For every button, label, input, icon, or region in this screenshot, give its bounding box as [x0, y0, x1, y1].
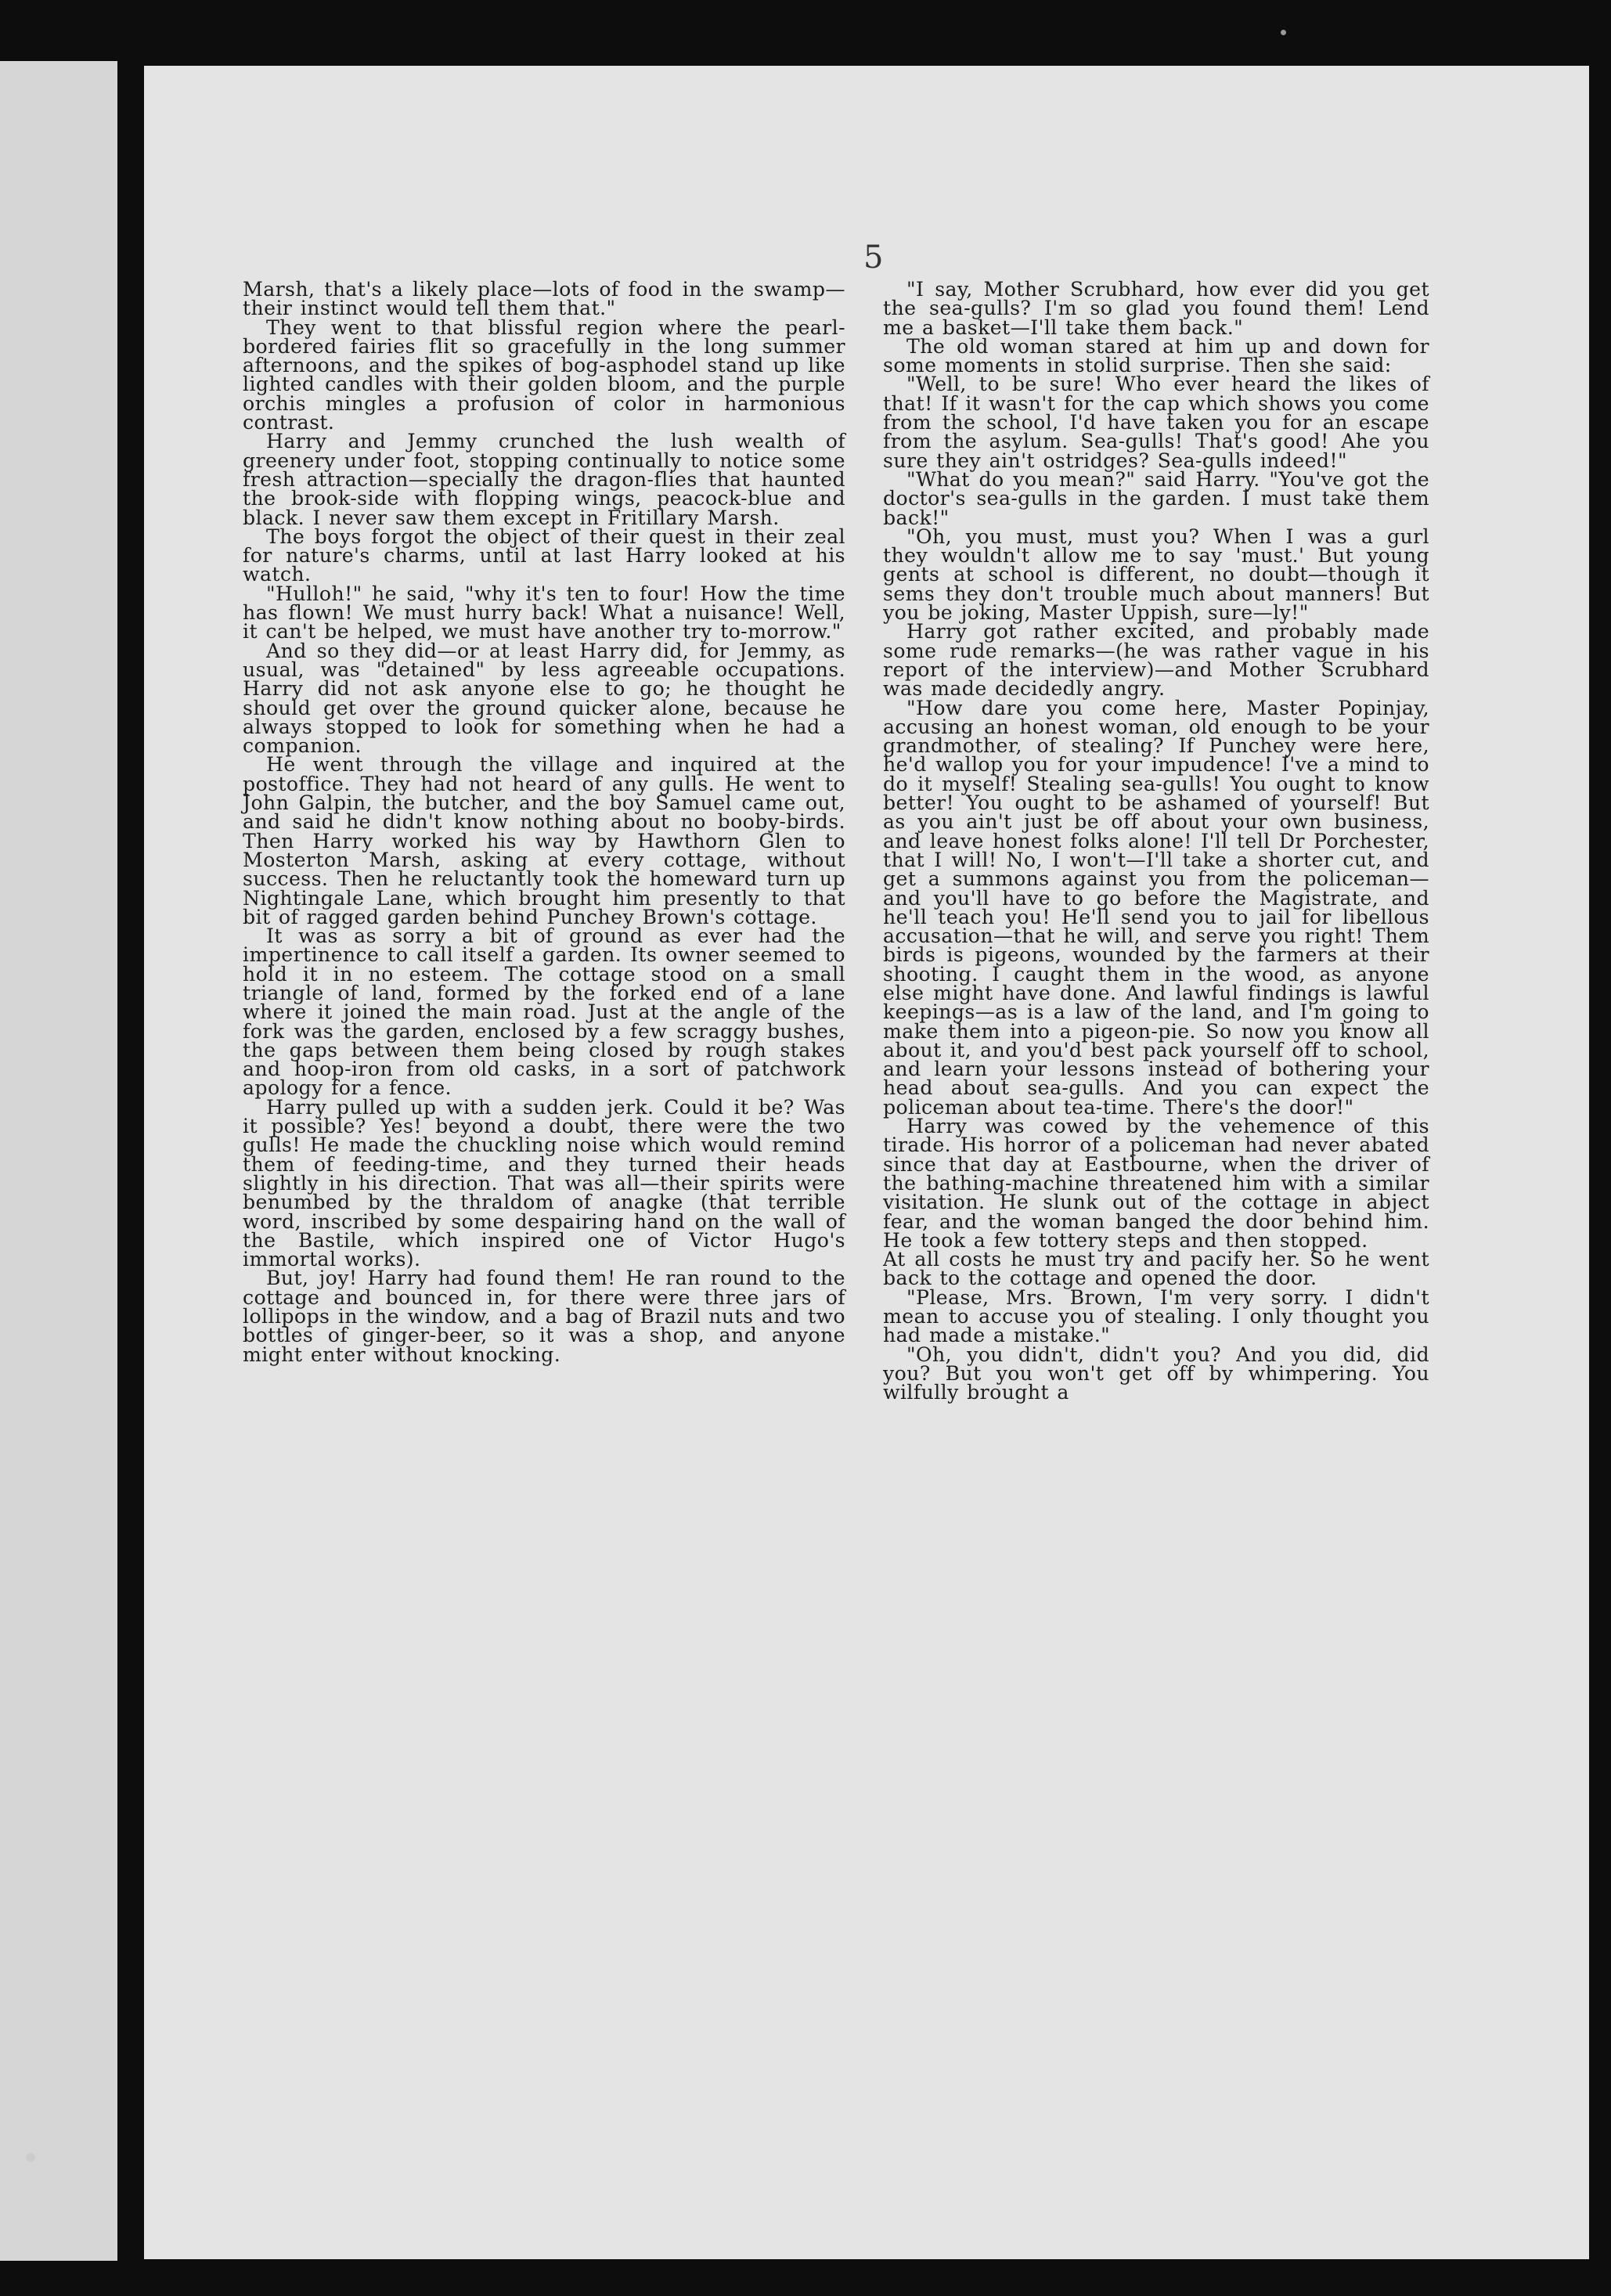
left-text-column	[243, 280, 845, 1364]
paragraph: He went through the village and inquired at the postoffice. They had not heard of any gulls. He went to John Galpin, the butcher, and the boy Samuel came out, and said he didn't know nothing about no booby-birds. Then Harry worked his way by Hawthorn Glen to Mosterton Marsh, asking at every cottage, without success. Then he reluctantly took the homeward turn up Nightingale Lane, which brought him presently to that bit of ragged garden behind Punchey Brown's cottage.	[243, 753, 845, 928]
dust-speck	[1281, 30, 1286, 35]
paragraph: It was as sorry a bit of ground as ever had the impertinence to call itself a garden. Its owner seemed to hold it in no esteem. The cottage stood on a small triangle of land, formed by the forked end of a lane where it joined the main road. Just at the angle of the fork was the garden, enclosed by a few scraggy bushes, the gaps between them being closed by rough stakes and hoop-iron from old casks, in a sort of patchwork apology for a fence.	[243, 925, 845, 1100]
dust-speck	[26, 2153, 35, 2162]
paragraph: "Oh, you didn't, didn't you? And you did, did you? But you won't get off by whimpering. You wilfully brought a	[883, 1343, 1429, 1404]
paragraph: "Please, Mrs. Brown, I'm very sorry. I didn't mean to accuse you of stealing. I only thought you had made a mistake."	[883, 1285, 1429, 1347]
paragraph: "Hulloh!" he said, "why it's ten to four! How the time has flown! We must hurry back! What a nuisance! Well, it can't be helped, we must have another try to-morrow."	[243, 582, 845, 643]
paragraph: Harry got rather excited, and probably made some rude remarks—(he was rather vague in his report of the interview)—and Mother Scrubhard was made decidedly angry.	[883, 620, 1429, 701]
paragraph: Harry pulled up with a sudden jerk. Could it be? Was it possible? Yes! beyond a doubt, there were the two gulls! He made the chuckling noise which would remind them of feeding-time, and they turned their heads slightly in his direction. That was all—their spirits were benumbed by the thraldom of anagke (that terrible word, inscribed by some despairing hand on the wall of the Bastile, which inspired one of Victor Hugo's immortal works).	[243, 1095, 845, 1271]
paragraph: "Well, to be sure! Who ever heard the likes of that! If it wasn't for the cap which shows you come from the school, I'd have taken you for an escape from the asylum. Sea-gulls! That's good! Ahe you sure they ain't ostridges? Sea-gulls indeed!"	[883, 373, 1429, 472]
paragraph: They went to that blissful region where the pearl-bordered fairies flit so gracefully in the long summer afternoons, and the spikes of bog-asphodel stand up like lighted candles with their golden bloom, and the purple orchis mingles a profusion of color in harmonious contrast.	[243, 315, 845, 434]
paragraph: And so they did—or at least Harry did, for Jemmy, as usual, was "detained" by less agreeable occupations. Harry did not ask anyone else to go; he thought he should get over the ground quicker alone, because he always stopped to look for something when he had a companion.	[243, 639, 845, 758]
paragraph: The old woman stared at him up and down for some moments in stolid surprise. Then she said:	[883, 334, 1429, 377]
paragraph: Harry was cowed by the vehemence of this tirade. His horror of a policeman had never abated since that day at Eastbourne, when the driver of the bathing-machine threatened him with a similar visitation. He slunk out of the cottage in abject fear, and the woman banged the door behind him. He took a few tottery steps and then stopped.	[883, 1115, 1429, 1252]
paragraph: But, joy! Harry had found them! He ran round to the cottage and bounced in, for there were three jars of lollipops in the window, and a bag of Brazil nuts and two bottles of ginger-beer, so it was a shop, and anyone might enter without knocking.	[243, 1267, 845, 1366]
paragraph: "How dare you come here, Master Popinjay, accusing an honest woman, old enough to be your grandmother, of stealing? If Punchey were here, he'd wallop you for your impudence! I've a mind to do it myself! Stealing sea-gulls! You ought to know better! You ought to be ashamed of yourself! But as you ain't just be off about your own business, and leave honest folks alone! I'll tell Dr Porchester, that I will! No, I won't—I'll take a shorter cut, and get a summons against you from the policeman—and you'll have to go before the Magistrate, and he'll teach you! He'll send you to jail for libellous accusation—that he will, and serve you right! Them birds is pigeons, wounded by the farmers at their shooting. I caught them in the wood, as anyone else might have done. And lawful findings is lawful keepings—as is a law of the land, and I'm going to make them into a pigeon-pie. So now you know all about it, and you'd best pack yourself off to school, and learn your lessons instead of bothering your head about sea-gulls. And you can expect the policeman about tea-time. There's the door!"	[883, 696, 1429, 1119]
paragraph: At all costs he must try and pacify her. So he went back to the cottage and opened the door.	[883, 1248, 1429, 1290]
paragraph: Marsh, that's a likely place—lots of food in the swamp—their instinct would tell them that."	[243, 278, 845, 320]
paragraph: "What do you mean?" said Harry. "You've got the doctor's sea-gulls in the garden. I must take them back!"	[883, 467, 1429, 529]
right-text-column	[883, 280, 1429, 1403]
adjacent-page-edge	[0, 61, 117, 2261]
page-number: 5	[863, 240, 884, 276]
paragraph: "Oh, you must, must you? When I was a gurl they wouldn't allow me to say 'must.' But young gents at school is different, no doubt—though it sems they don't trouble much about manners! But you be joking, Master Uppish, sure—ly!"	[883, 524, 1429, 625]
paragraph: The boys forgot the object of their quest in their zeal for nature's charms, until at last Harry looked at his watch.	[243, 524, 845, 586]
paragraph: Harry and Jemmy crunched the lush wealth of greenery under foot, stopping continually to notice some fresh attraction—specially the dragon-flies that haunted the brook-side with flopping wings, peacock-blue and black. I never saw them except in Fritillary Marsh.	[243, 430, 845, 529]
paragraph: "I say, Mother Scrubhard, how ever did you get the sea-gulls? I'm so glad you found them! Lend me a basket—I'll take them back."	[883, 278, 1429, 339]
